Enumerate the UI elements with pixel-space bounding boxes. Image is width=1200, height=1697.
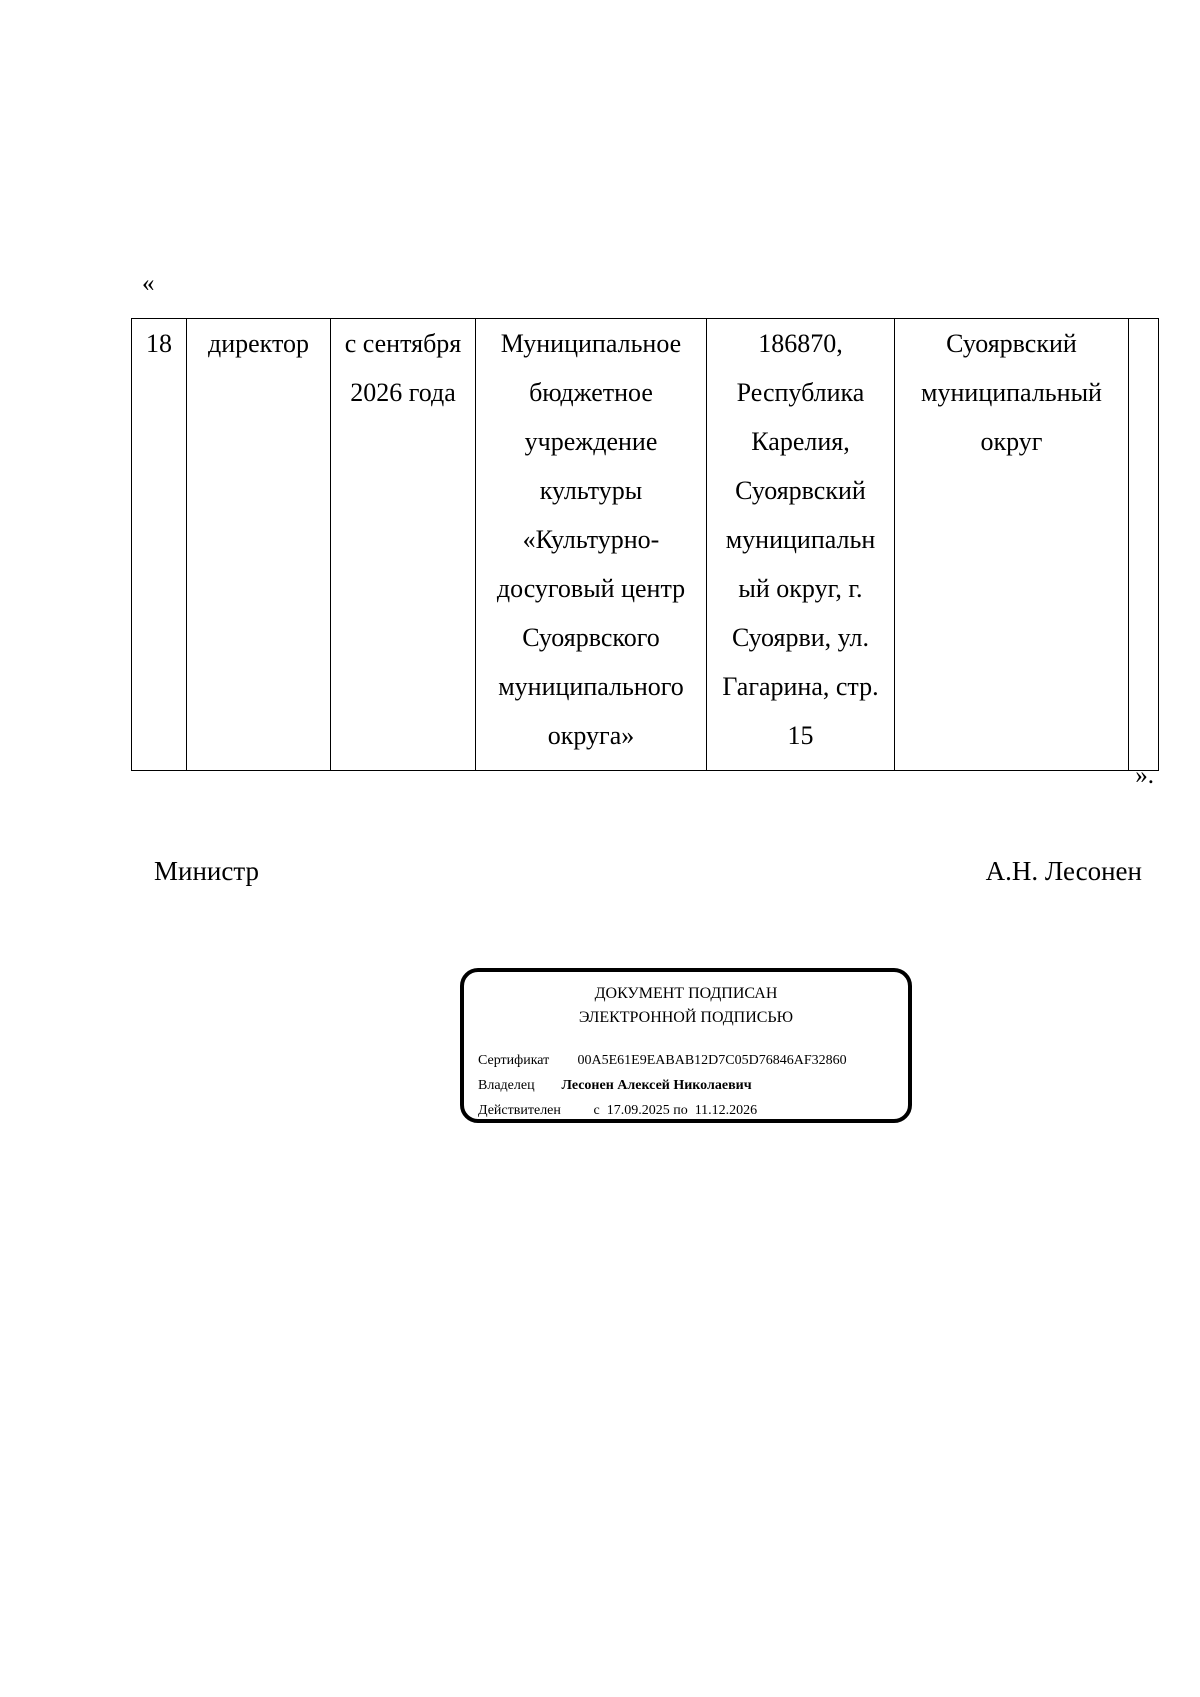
signer-title: Министр — [154, 856, 259, 886]
extra-cell — [1129, 319, 1159, 771]
address-cell: 186870, Республика Карелия, Суоярвский муниципальн ый округ, г. Суоярви, ул. Гагарина, стр. 15 — [707, 319, 895, 771]
opening-quote: « — [142, 270, 155, 297]
cert-value: 00A5E61E9EABAB12D7C05D76846AF32860 — [577, 1053, 847, 1068]
period-cell: с сентября 2026 года — [331, 319, 476, 771]
stamp-valid-row — [478, 1098, 847, 1123]
stamp-cert-row — [478, 1048, 847, 1073]
municipality-cell: Суоярвский муниципальный округ — [895, 319, 1129, 771]
stamp-line-2: ЭЛЕКТРОННОЙ ПОДПИСЬЮ — [578, 1009, 794, 1026]
stamp-header — [464, 982, 908, 1030]
table-row — [132, 319, 1159, 771]
owner-label: Владелец — [478, 1078, 535, 1093]
electronic-signature-stamp — [460, 968, 912, 1123]
owner-value: Лесонен Алексей Николаевич — [561, 1078, 752, 1093]
valid-value: с 17.09.2025 по 11.12.2026 — [593, 1103, 758, 1118]
valid-label: Действителен — [478, 1103, 561, 1118]
closing-quote: ». — [1135, 762, 1154, 789]
row-number-cell: 18 — [132, 319, 187, 771]
stamp-owner-row — [478, 1073, 847, 1098]
appointment-table — [131, 318, 1159, 771]
signer-name: А.Н. Лесонен — [985, 856, 1142, 886]
stamp-line-1: ДОКУМЕНТ ПОДПИСАН — [594, 985, 778, 1002]
institution-cell: Муниципальное бюджетное учреждение культуры «Культурно-досуговый центр Суоярвского муниципального округа» — [476, 319, 707, 771]
position-cell: директор — [187, 319, 331, 771]
stamp-details — [478, 1048, 847, 1123]
cert-label: Сертификат — [478, 1053, 550, 1068]
